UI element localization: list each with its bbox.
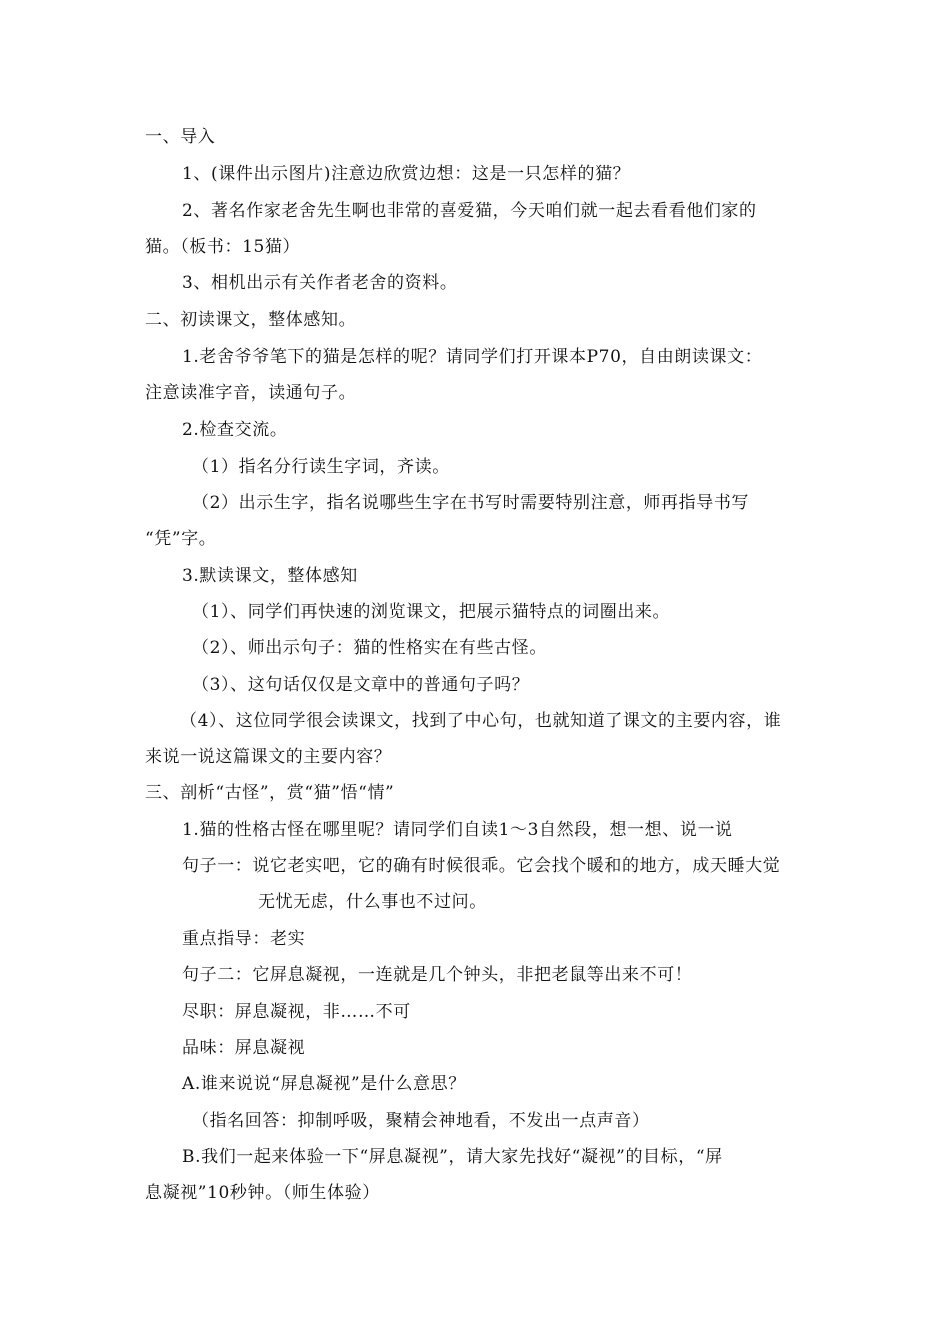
- paragraph-line: 无忧无虑，什么事也不过问。: [258, 892, 487, 912]
- paragraph-line: 1.老舍爷爷笔下的猫是怎样的呢？请同学们打开课本P70，自由朗读课文：: [182, 347, 763, 367]
- paragraph-line: 1.猫的性格古怪在哪里呢？请同学们自读1～3自然段，想一想、说一说: [182, 820, 733, 840]
- paragraph-line: 注意读准字音，读通句子。: [145, 383, 357, 403]
- paragraph-line: 来说一说这篇课文的主要内容？: [145, 747, 392, 767]
- paragraph-line: 品味：屏息凝视: [182, 1038, 306, 1058]
- section-heading-intro: 一、导入: [145, 127, 216, 147]
- paragraph-line: （2）、师出示句子：猫的性格实在有些古怪。: [192, 638, 547, 658]
- paragraph-line: （1）、同学们再快速的浏览课文，把展示猫特点的词圈出来。: [192, 602, 671, 622]
- paragraph-line: （1）指名分行读生字词，齐读。: [192, 457, 450, 477]
- paragraph-line: A.谁来说说“屏息凝视”是什么意思？: [182, 1074, 466, 1094]
- paragraph-line: 句子二：它屏息凝视，一连就是几个钟头，非把老鼠等出来不可！: [182, 965, 693, 985]
- section-heading-analysis: 三、剖析“古怪”，赏“猫”悟“情”: [145, 783, 395, 803]
- paragraph-line: 1、(课件出示图片)注意边欣赏边想：这是一只怎样的猫？: [182, 164, 631, 184]
- paragraph-line: 3、相机出示有关作者老舍的资料。: [182, 273, 458, 293]
- paragraph-line: 2、著名作家老舍先生啊也非常的喜爱猫，今天咱们就一起去看看他们家的: [182, 201, 757, 221]
- paragraph-line: 尽职：屏息凝视，非……不可: [182, 1002, 411, 1022]
- paragraph-line: 2.检查交流。: [182, 420, 288, 440]
- paragraph-line: 句子一：说它老实吧，它的确有时候很乖。它会找个暖和的地方，成天睡大觉: [182, 856, 781, 876]
- paragraph-line: “凭”字。: [145, 529, 217, 549]
- paragraph-line: B.我们一起来体验一下“屏息凝视”，请大家先找好“凝视”的目标，“屏: [182, 1147, 723, 1167]
- paragraph-line: 3.默读课文，整体感知: [182, 566, 358, 586]
- paragraph-line: 猫。（板书：15猫）: [145, 237, 301, 257]
- paragraph-line: （3）、这句话仅仅是文章中的普通句子吗？: [192, 675, 530, 695]
- paragraph-line: 重点指导：老实: [182, 929, 306, 949]
- section-heading-first-reading: 二、初读课文，整体感知。: [145, 310, 357, 330]
- paragraph-line: （2）出示生字，指名说哪些生字在书写时需要特别注意，师再指导书写: [192, 493, 750, 513]
- paragraph-line: 息凝视”10秒钟。（师生体验）: [145, 1183, 380, 1203]
- paragraph-line: （指名回答：抑制呼吸，聚精会神地看，不发出一点声音）: [192, 1111, 650, 1131]
- paragraph-line: （4）、这位同学很会读课文，找到了中心句，也就知道了课文的主要内容，谁: [180, 711, 782, 731]
